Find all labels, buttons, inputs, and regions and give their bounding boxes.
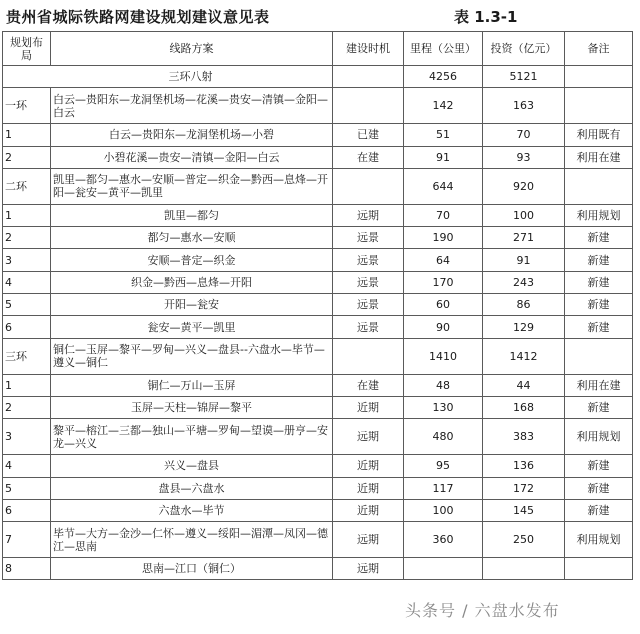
investment-cell: 5121	[483, 66, 565, 88]
table-row	[3, 374, 633, 396]
note-cell: 新建	[565, 455, 633, 477]
route-cell: 毕节—大方—金沙—仁怀—遵义—绥阳—湄潭—凤冈—德江—思南	[51, 522, 333, 558]
table-row	[3, 455, 633, 477]
investment-cell: 91	[483, 249, 565, 271]
table-row	[3, 168, 633, 204]
note-cell: 利用在建	[565, 374, 633, 396]
note-cell: 利用规划	[565, 204, 633, 226]
investment-cell: 145	[483, 499, 565, 521]
railway-plan-table	[2, 31, 633, 580]
route-cell: 凯里—都匀	[51, 204, 333, 226]
table-row	[3, 419, 633, 455]
table-row	[3, 124, 633, 146]
timing-cell	[333, 338, 404, 374]
timing-cell	[333, 88, 404, 124]
layout-cell: 1	[3, 124, 51, 146]
layout-cell: 一环	[3, 88, 51, 124]
timing-cell: 远景	[333, 271, 404, 293]
table-row	[3, 558, 633, 580]
investment-cell: 70	[483, 124, 565, 146]
table-row	[3, 204, 633, 226]
route-cell: 六盘水—毕节	[51, 499, 333, 521]
mileage-cell: 117	[404, 477, 483, 499]
layout-cell: 4	[3, 271, 51, 293]
timing-cell: 近期	[333, 396, 404, 418]
mileage-cell	[404, 558, 483, 580]
mileage-cell: 60	[404, 294, 483, 316]
layout-cell: 3	[3, 419, 51, 455]
route-cell: 安顺—普定—织金	[51, 249, 333, 271]
investment-cell: 383	[483, 419, 565, 455]
note-cell: 新建	[565, 396, 633, 418]
note-cell: 新建	[565, 477, 633, 499]
mileage-cell: 100	[404, 499, 483, 521]
investment-cell: 168	[483, 396, 565, 418]
mileage-cell: 1410	[404, 338, 483, 374]
note-cell	[565, 66, 633, 88]
route-cell: 盘县—六盘水	[51, 477, 333, 499]
mileage-cell: 4256	[404, 66, 483, 88]
layout-cell: 7	[3, 522, 51, 558]
table-row	[3, 338, 633, 374]
header-note: 备注	[565, 32, 633, 66]
header-layout: 规划布局	[3, 32, 51, 66]
timing-cell: 远期	[333, 204, 404, 226]
mileage-cell: 95	[404, 455, 483, 477]
investment-cell: 163	[483, 88, 565, 124]
mileage-cell: 48	[404, 374, 483, 396]
investment-cell: 136	[483, 455, 565, 477]
timing-cell: 已建	[333, 124, 404, 146]
timing-cell: 近期	[333, 499, 404, 521]
mileage-cell: 142	[404, 88, 483, 124]
title-bar	[6, 6, 634, 28]
investment-cell: 271	[483, 227, 565, 249]
route-cell: 织金—黔西—息烽—开阳	[51, 271, 333, 293]
investment-cell: 243	[483, 271, 565, 293]
layout-cell: 二环	[3, 168, 51, 204]
timing-cell: 在建	[333, 146, 404, 168]
table-row	[3, 66, 633, 88]
note-cell: 新建	[565, 249, 633, 271]
route-cell: 思南—江口（铜仁）	[51, 558, 333, 580]
route-cell: 三环八射	[3, 66, 333, 88]
layout-cell: 5	[3, 477, 51, 499]
route-cell: 都匀—惠水—安顺	[51, 227, 333, 249]
note-cell: 利用规划	[565, 419, 633, 455]
timing-cell: 远景	[333, 227, 404, 249]
investment-cell: 172	[483, 477, 565, 499]
header-row	[3, 32, 633, 66]
note-cell: 利用规划	[565, 522, 633, 558]
layout-cell: 3	[3, 249, 51, 271]
investment-cell: 93	[483, 146, 565, 168]
note-cell	[565, 338, 633, 374]
layout-cell: 2	[3, 396, 51, 418]
header-mileage: 里程（公里）	[404, 32, 483, 66]
note-cell: 新建	[565, 227, 633, 249]
layout-cell: 4	[3, 455, 51, 477]
route-cell: 凯里—都匀—惠水—安顺—普定—织金—黔西—息烽—开阳—瓮安—黄平—凯里	[51, 168, 333, 204]
timing-cell: 远景	[333, 294, 404, 316]
timing-cell: 远期	[333, 419, 404, 455]
table-row	[3, 396, 633, 418]
mileage-cell: 190	[404, 227, 483, 249]
investment-cell: 129	[483, 316, 565, 338]
note-cell: 利用在建	[565, 146, 633, 168]
layout-cell: 2	[3, 146, 51, 168]
mileage-cell: 644	[404, 168, 483, 204]
route-cell: 铜仁—玉屏—黎平—罗甸—兴义—盘县--六盘水—毕节—遵义—铜仁	[51, 338, 333, 374]
table-row	[3, 227, 633, 249]
table-row	[3, 499, 633, 521]
table-row	[3, 294, 633, 316]
layout-cell: 6	[3, 499, 51, 521]
note-cell	[565, 558, 633, 580]
layout-cell: 5	[3, 294, 51, 316]
mileage-cell: 64	[404, 249, 483, 271]
note-cell: 新建	[565, 294, 633, 316]
timing-cell: 近期	[333, 455, 404, 477]
timing-cell	[333, 66, 404, 88]
timing-cell: 远期	[333, 522, 404, 558]
timing-cell: 远景	[333, 316, 404, 338]
note-cell: 新建	[565, 499, 633, 521]
watermark: 头条号 / 六盘水发布	[405, 601, 560, 620]
route-cell: 小碧花溪—贵安—清镇—金阳—白云	[51, 146, 333, 168]
table-row	[3, 477, 633, 499]
route-cell: 兴义—盘县	[51, 455, 333, 477]
mileage-cell: 91	[404, 146, 483, 168]
route-cell: 瓮安—黄平—凯里	[51, 316, 333, 338]
route-cell: 玉屏—天柱—锦屏—黎平	[51, 396, 333, 418]
route-cell: 开阳—瓮安	[51, 294, 333, 316]
investment-cell: 86	[483, 294, 565, 316]
route-cell: 白云—贵阳东—龙洞堡机场—小碧	[51, 124, 333, 146]
header-timing: 建设时机	[333, 32, 404, 66]
mileage-cell: 70	[404, 204, 483, 226]
mileage-cell: 170	[404, 271, 483, 293]
layout-cell: 1	[3, 374, 51, 396]
header-investment: 投资（亿元）	[483, 32, 565, 66]
table-number: 表 1.3-1	[454, 8, 518, 26]
mileage-cell: 480	[404, 419, 483, 455]
investment-cell: 920	[483, 168, 565, 204]
table-row	[3, 316, 633, 338]
investment-cell	[483, 558, 565, 580]
investment-cell: 1412	[483, 338, 565, 374]
investment-cell: 44	[483, 374, 565, 396]
table-row	[3, 271, 633, 293]
layout-cell: 8	[3, 558, 51, 580]
note-cell: 新建	[565, 316, 633, 338]
layout-cell: 2	[3, 227, 51, 249]
mileage-cell: 130	[404, 396, 483, 418]
layout-cell: 6	[3, 316, 51, 338]
header-route: 线路方案	[51, 32, 333, 66]
investment-cell: 100	[483, 204, 565, 226]
route-cell: 黎平—榕江—三都—独山—平塘—罗甸—望谟—册亨—安龙—兴义	[51, 419, 333, 455]
route-cell: 铜仁—万山—玉屏	[51, 374, 333, 396]
mileage-cell: 90	[404, 316, 483, 338]
note-cell	[565, 88, 633, 124]
table-row	[3, 146, 633, 168]
note-cell	[565, 168, 633, 204]
timing-cell: 在建	[333, 374, 404, 396]
route-cell: 白云—贵阳东—龙洞堡机场—花溪—贵安—清镇—金阳—白云	[51, 88, 333, 124]
note-cell: 新建	[565, 271, 633, 293]
mileage-cell: 360	[404, 522, 483, 558]
layout-cell: 三环	[3, 338, 51, 374]
table-title: 贵州省城际铁路网建设规划建议意见表	[6, 8, 270, 26]
note-cell: 利用既有	[565, 124, 633, 146]
table-row	[3, 249, 633, 271]
table-row	[3, 88, 633, 124]
mileage-cell: 51	[404, 124, 483, 146]
timing-cell: 近期	[333, 477, 404, 499]
timing-cell	[333, 168, 404, 204]
timing-cell: 远景	[333, 249, 404, 271]
layout-cell: 1	[3, 204, 51, 226]
timing-cell: 远期	[333, 558, 404, 580]
investment-cell: 250	[483, 522, 565, 558]
table-row	[3, 522, 633, 558]
